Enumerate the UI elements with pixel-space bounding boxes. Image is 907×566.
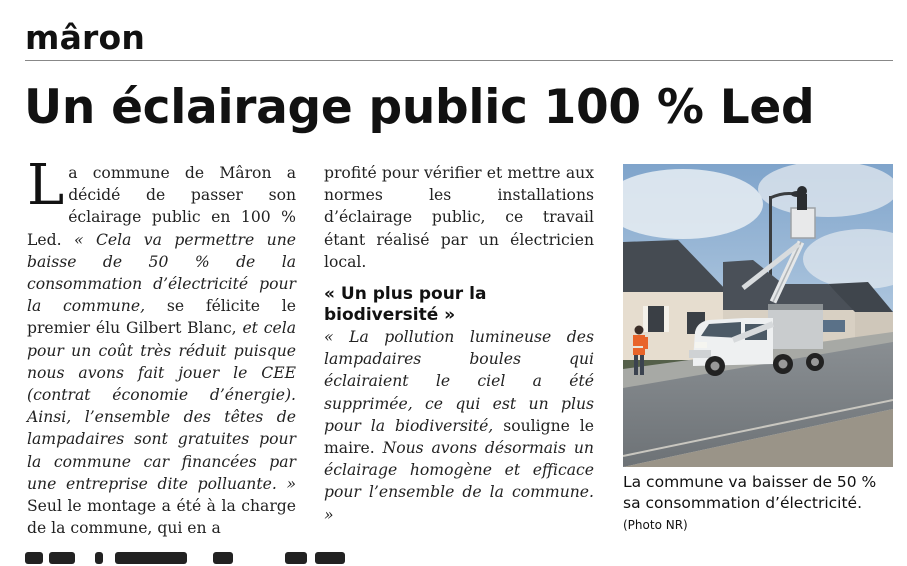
quote-1: « Cela va permettre une baisse de 50 % de la consommation d’électricité pour la commune,: [27, 230, 296, 316]
body-text-column-2: profité pour vérifier et mettre aux normes les installations d’éclairage public, ce travail étant réalisé par un électricien local.: [324, 164, 594, 271]
lead-text: a commune de Mâron a décidé de passer son éclairage public en 100 % Led.: [27, 164, 296, 249]
aerial-bucket: [791, 208, 815, 238]
attribution-2: souligne le maire.: [324, 416, 594, 458]
attribution: se félicite le premier élu Gilbert Blanc,: [27, 297, 296, 338]
article-column-2: [324, 162, 594, 526]
drop-cap: L: [27, 153, 65, 218]
article-paragraph-2: [324, 326, 594, 526]
article-column-1: [27, 153, 296, 539]
article-paragraph-1: [27, 153, 296, 539]
subheading: « Un plus pour la biodiversité »: [324, 284, 487, 326]
quote-3: « La pollution lumineuse des lampadaires boules qui éclairaient le ciel a été supprimée, ce qui est un plus pour la biodiversité,: [324, 328, 594, 435]
headline: Un éclairage public 100 % Led: [24, 80, 815, 135]
quote-4: Nous avons désormais un éclairage homogène et efficace pour l’ensemble de la commune. »: [324, 439, 594, 524]
next-article-headline-fragment: [25, 552, 355, 566]
body-text-continued: Seul le montage a été à la charge de la commune, qui en a: [27, 497, 296, 538]
section-title: mâron: [25, 18, 146, 57]
photo-caption: [623, 472, 895, 536]
section-rule: [25, 60, 893, 61]
photo-credit: (Photo NR): [623, 518, 688, 532]
caption-text: La commune va baisser de 50 % sa consommation d’électricité.: [623, 473, 877, 512]
article-photo: [623, 164, 893, 467]
quote-2: et cela pour un coût très réduit puisque nous avons fait jouer le CEE (contrat économie d’énergie). Ainsi, l’ensemble des têtes de lampadaires sont gratuites pour la commune car financées par une entreprise dite polluante. »: [27, 319, 296, 493]
